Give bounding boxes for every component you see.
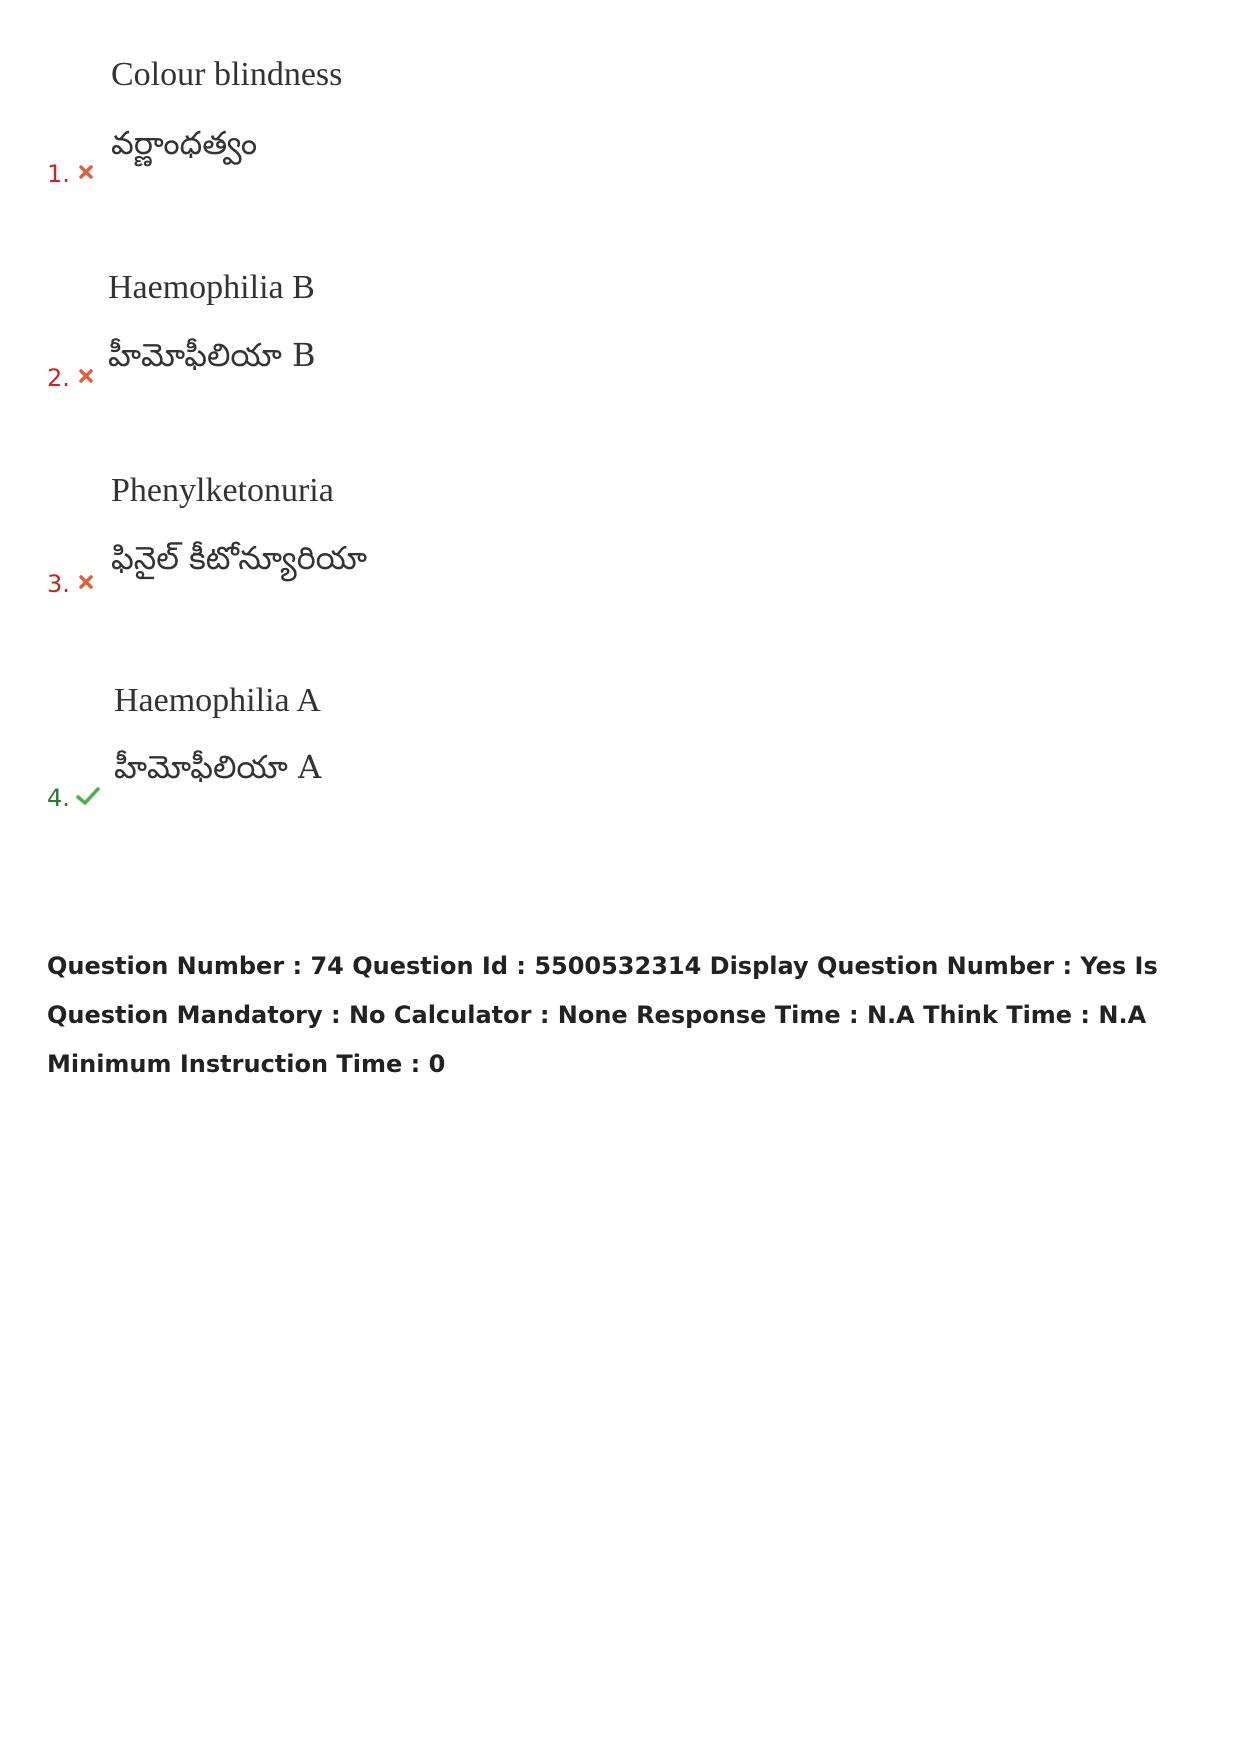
option-1-telugu: వర్ణాంధత్వం	[111, 124, 258, 162]
option-2-english: Haemophilia B	[108, 269, 315, 306]
option-4-number: 4.	[47, 784, 70, 812]
cross-icon	[78, 574, 94, 590]
cross-icon	[78, 164, 94, 180]
option-2-number: 2.	[47, 364, 70, 392]
option-3-telugu: ఫినైల్ కీటోన్యూరియా	[111, 539, 368, 577]
option-4-english: Haemophilia A	[114, 682, 321, 719]
option-4-telugu: హీమోఫీలియా A	[114, 748, 322, 786]
cross-icon	[78, 368, 94, 384]
question-meta: Question Number : 74 Question Id : 5500532314 Display Question Number : Yes Is Question Mandatory : No Calculator : None Response Time : N.A Think Time : N.A Minimum Instruction Time : 0	[47, 952, 1158, 1078]
option-1-number: 1.	[47, 160, 70, 188]
option-3-english: Phenylketonuria	[111, 472, 334, 509]
option-2-telugu: హీమోఫీలియా B	[108, 336, 316, 374]
option-1-english: Colour blindness	[111, 56, 343, 93]
option-3-number: 3.	[47, 570, 70, 598]
check-icon	[76, 786, 100, 806]
